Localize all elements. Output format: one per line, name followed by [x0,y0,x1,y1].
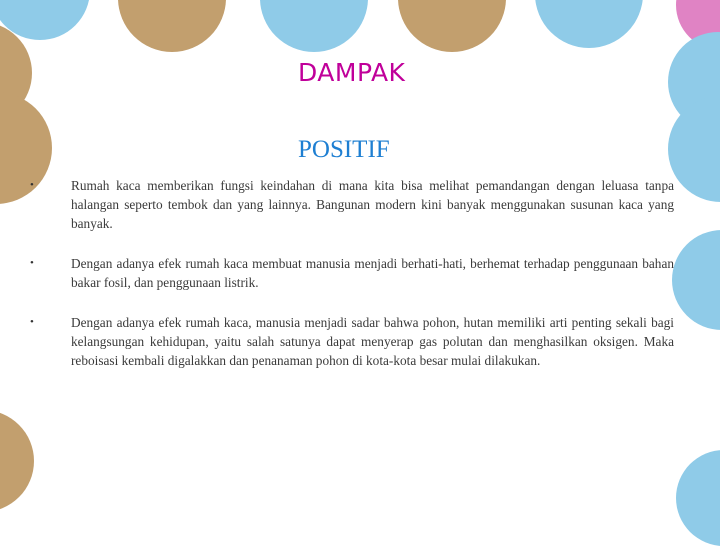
bullet-item [30,313,674,370]
bullet-marker: • [30,316,34,328]
decor-circle [668,96,720,202]
bullet-text: Dengan adanya efek rumah kaca membuat manusia menjadi berhati-hati, berhemat terhadap penggunaan bahan bakar fosil, dan penggunaan listrik. [71,256,674,290]
decor-circle [260,0,368,52]
bullet-list [30,176,674,391]
decor-circle [0,410,34,512]
bullet-text: Dengan adanya efek rumah kaca, manusia menjadi sadar bahwa pohon, hutan memiliki arti penting sekali bagi kelangsungan kehidupan, yaitu salah satunya dapat menyerap gas polutan dan menghasilkan oksigen. Maka reboisasi kembali digalakkan dan penanaman pohon di kota-kota besar mulai dilakukan. [71,315,674,368]
bullet-text: Rumah kaca memberikan fungsi keindahan di mana kita bisa melihat pemandangan dengan leluasa tanpa halangan seperto tembok dan yang lainnya. Bangunan modern kini banyak menggunakan susunan kaca yang banyak. [71,178,674,231]
slide-subtitle: POSITIF [298,136,390,163]
bullet-marker: • [30,179,34,191]
decor-circle [118,0,226,52]
bullet-item [30,254,674,292]
bullet-item [30,176,674,233]
slide-title: DAMPAK [298,58,406,87]
decor-circle [398,0,506,52]
decor-circle [676,450,720,546]
decor-circle [672,230,720,330]
decor-circle [535,0,643,48]
bullet-marker: • [30,257,34,269]
